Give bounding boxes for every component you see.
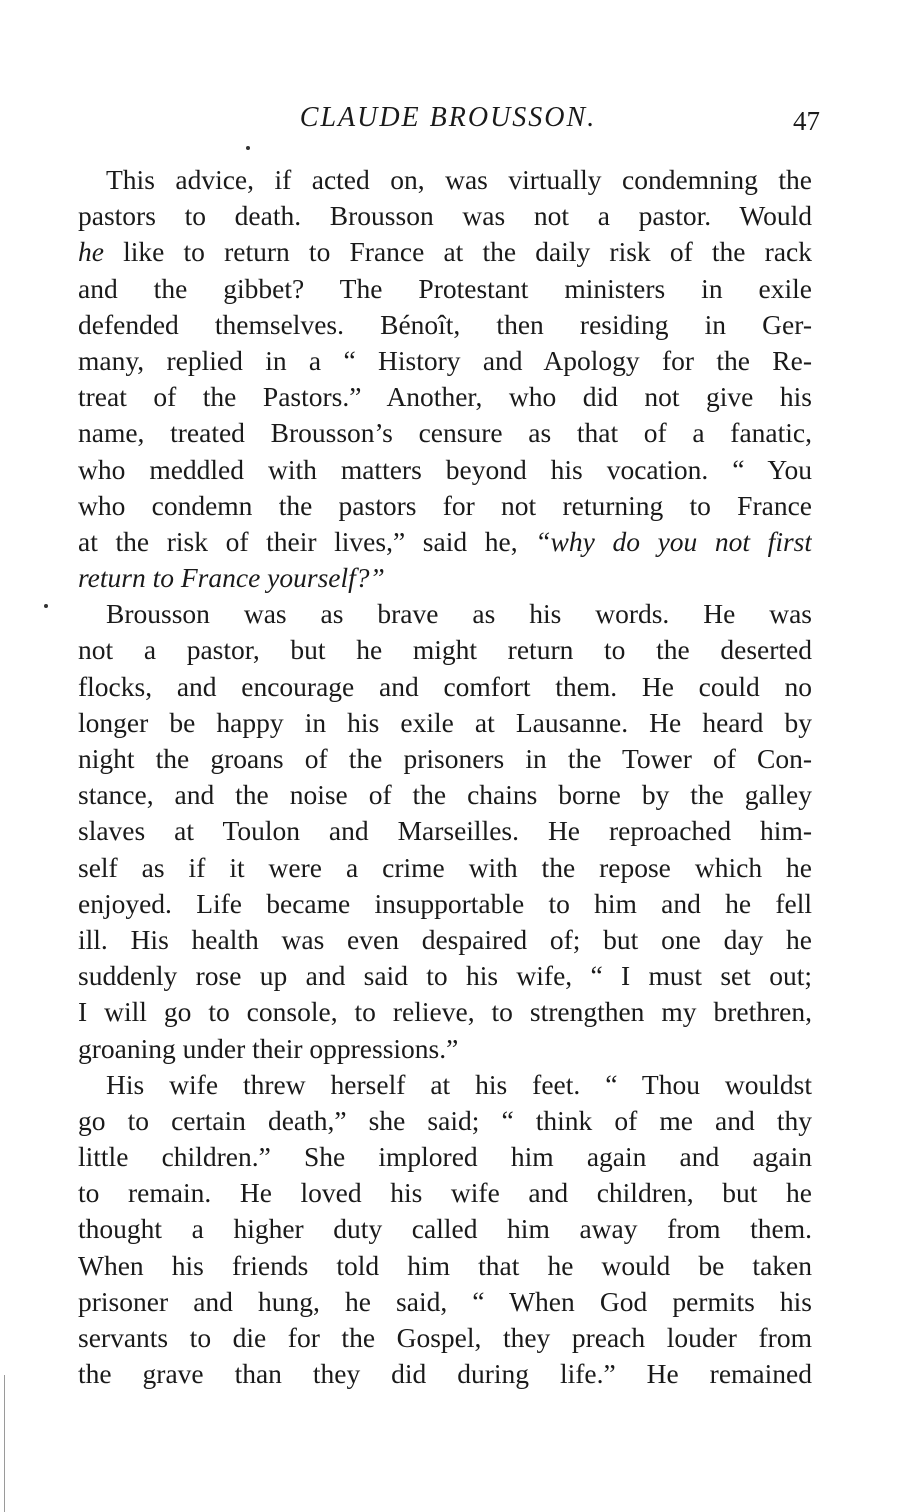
text-line: I will go to console, to relieve, to strengthen my brethren, bbox=[78, 996, 812, 1028]
text-line: to remain. He loved his wife and children, but he bbox=[78, 1177, 812, 1209]
body-text bbox=[78, 162, 812, 1392]
text-line-with-emphasis bbox=[78, 234, 812, 270]
emphasis-he: he bbox=[78, 236, 104, 268]
text-line: thought a higher duty called him away from them. bbox=[78, 1213, 812, 1245]
text-line: servants to die for the Gospel, they preach louder from bbox=[78, 1322, 812, 1353]
text-line-rest: like to return to France at the daily risk of the rack bbox=[123, 236, 812, 268]
text-line: His wife threw herself at his feet. “ Thou wouldst bbox=[106, 1068, 812, 1100]
text-line: name, treated Brousson’s censure as that of a fanatic, bbox=[78, 417, 812, 449]
margin-speck bbox=[246, 146, 250, 150]
text-line: longer be happy in his exile at Lausanne. He heard by bbox=[78, 706, 812, 738]
text-line: and the gibbet? The Protestant ministers in exile bbox=[78, 272, 812, 304]
text-line: This advice, if acted on, was virtually condemning the bbox=[106, 164, 812, 195]
page-edge-line bbox=[4, 1375, 5, 1512]
text-line: stance, and the noise of the chains borne by the galley bbox=[78, 779, 812, 811]
text-line: Brousson was as brave as his words. He was bbox=[106, 598, 812, 630]
text-line: who meddled with matters beyond his vocation. “ You bbox=[78, 453, 812, 485]
margin-speck bbox=[44, 604, 48, 608]
text-line: ill. His health was even despaired of; but one day he bbox=[78, 923, 812, 955]
italic-quote-end: return to France yourself?” bbox=[78, 562, 385, 594]
text-line: who condemn the pastors for not returning to France bbox=[78, 489, 812, 521]
text-line: prisoner and hung, he said, “ When God permits his bbox=[78, 1285, 812, 1317]
text-line: defended themselves. Bénoît, then residing in Ger- bbox=[78, 308, 812, 340]
text-line: night the groans of the prisoners in the Tower of Con- bbox=[78, 743, 812, 774]
text-line: pastors to death. Brousson was not a pastor. Would bbox=[78, 200, 812, 232]
text-line: groaning under their oppressions.” bbox=[78, 1032, 459, 1064]
text-line: When his friends told him that he would be taken bbox=[78, 1249, 812, 1281]
page-number: 47 bbox=[793, 106, 820, 136]
text-line: go to certain death,” she said; “ think of me and thy bbox=[78, 1104, 812, 1136]
text-line: the grave than they did during life.” He remained bbox=[78, 1358, 812, 1390]
text-line: self as if it were a crime with the repose which he bbox=[78, 851, 812, 883]
text-line-start: at the risk of their lives,” said he, bbox=[78, 525, 518, 557]
running-head bbox=[76, 100, 820, 140]
text-line: flocks, and encourage and comfort them. He could no bbox=[78, 670, 812, 702]
text-line: suddenly rose up and said to his wife, “ I must set out; bbox=[78, 960, 812, 992]
text-line: little children.” She implored him again and again bbox=[78, 1141, 812, 1173]
text-line: slaves at Toulon and Marseilles. He reproached him- bbox=[78, 815, 812, 847]
text-line: many, replied in a “ History and Apology for the Re- bbox=[78, 344, 812, 376]
italic-quote: “why do you not first bbox=[535, 525, 812, 557]
text-line: enjoyed. Life became insupportable to him and he fell bbox=[78, 887, 812, 919]
text-line: not a pastor, but he might return to the deserted bbox=[78, 634, 812, 666]
text-line-with-emphasis bbox=[78, 524, 812, 560]
text-line: treat of the Pastors.” Another, who did not give his bbox=[78, 381, 812, 413]
running-title: CLAUDE BROUSSON. bbox=[299, 102, 597, 133]
